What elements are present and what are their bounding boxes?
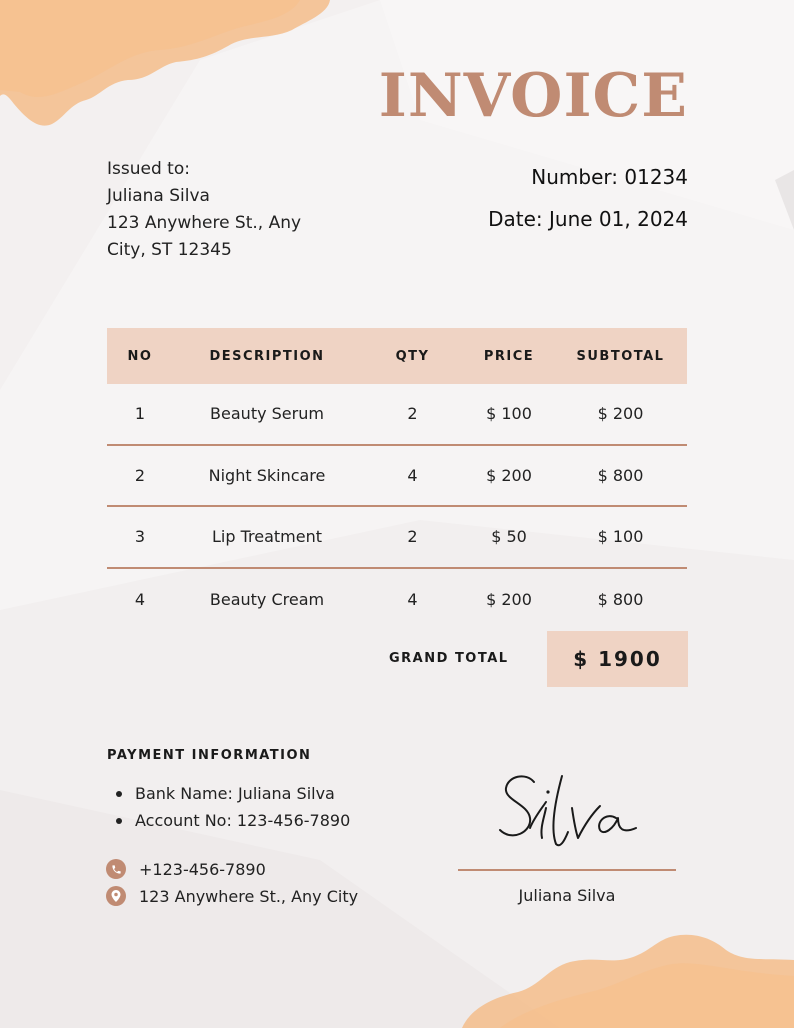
bullet-icon <box>116 791 122 797</box>
cell-subtotal: $ 800 <box>597 465 644 485</box>
invoice-meta <box>488 156 688 240</box>
client-address-line2: City, ST 12345 <box>107 240 232 260</box>
cell-price: $ 200 <box>486 589 532 609</box>
signature-image <box>490 768 650 863</box>
grand-total-label: GRAND TOTAL <box>389 651 509 666</box>
client-address-line1: 123 Anywhere St., Any <box>107 213 302 233</box>
table-header <box>107 328 687 384</box>
issued-to-block <box>107 156 301 264</box>
items-table <box>107 328 687 630</box>
table-row <box>107 446 687 508</box>
table-row <box>107 384 687 446</box>
contact-phone <box>106 859 266 879</box>
grand-total-value: $ 1900 <box>547 631 688 687</box>
cell-no: 1 <box>134 404 146 424</box>
payment-info-list <box>116 780 350 834</box>
cell-description: Beauty Cream <box>209 589 325 609</box>
cell-description: Lip Treatment <box>211 527 322 547</box>
address-text: 123 Anywhere St., Any City <box>139 886 359 906</box>
signatory-name: Juliana Silva <box>518 886 616 905</box>
cell-description: Beauty Serum <box>210 404 324 424</box>
issued-to-label: Issued to: <box>107 159 190 179</box>
cell-subtotal: $ 200 <box>597 404 644 424</box>
cell-description: Night Skincare <box>208 465 326 485</box>
header-description: DESCRIPTION <box>209 348 325 364</box>
contact-address <box>106 886 358 906</box>
cell-qty: 2 <box>407 404 418 424</box>
location-pin-icon <box>106 886 126 906</box>
header-subtotal: SUBTOTAL <box>576 348 665 364</box>
phone-number: +123-456-7890 <box>139 859 266 879</box>
cell-price: $ 200 <box>486 465 532 485</box>
signature-line <box>458 869 676 871</box>
cell-subtotal: $ 800 <box>597 589 644 609</box>
client-name: Juliana Silva <box>107 186 210 206</box>
account-number: Account No: 123-456-7890 <box>135 811 351 830</box>
header-qty: QTY <box>395 348 430 364</box>
invoice-number: Number: 01234 <box>531 165 688 189</box>
header-no: NO <box>127 348 153 364</box>
cell-price: $ 50 <box>491 527 527 547</box>
cell-no: 4 <box>134 589 146 609</box>
invoice-date: Date: June 01, 2024 <box>488 207 688 231</box>
header-price: PRICE <box>483 348 535 364</box>
bullet-icon <box>116 818 122 824</box>
invoice-title: INVOICE <box>378 61 688 131</box>
cell-no: 2 <box>134 465 146 485</box>
cell-price: $ 100 <box>486 404 532 424</box>
payment-info-title: PAYMENT INFORMATION <box>107 748 312 763</box>
list-item <box>116 780 350 807</box>
table-row <box>107 569 687 631</box>
table-row <box>107 507 687 569</box>
cell-qty: 4 <box>407 465 418 485</box>
phone-icon <box>106 859 126 879</box>
cell-qty: 2 <box>407 527 418 547</box>
bank-name: Bank Name: Juliana Silva <box>135 784 335 803</box>
cell-no: 3 <box>134 527 146 547</box>
cell-qty: 4 <box>407 589 418 609</box>
list-item <box>116 807 350 834</box>
cell-subtotal: $ 100 <box>597 527 644 547</box>
